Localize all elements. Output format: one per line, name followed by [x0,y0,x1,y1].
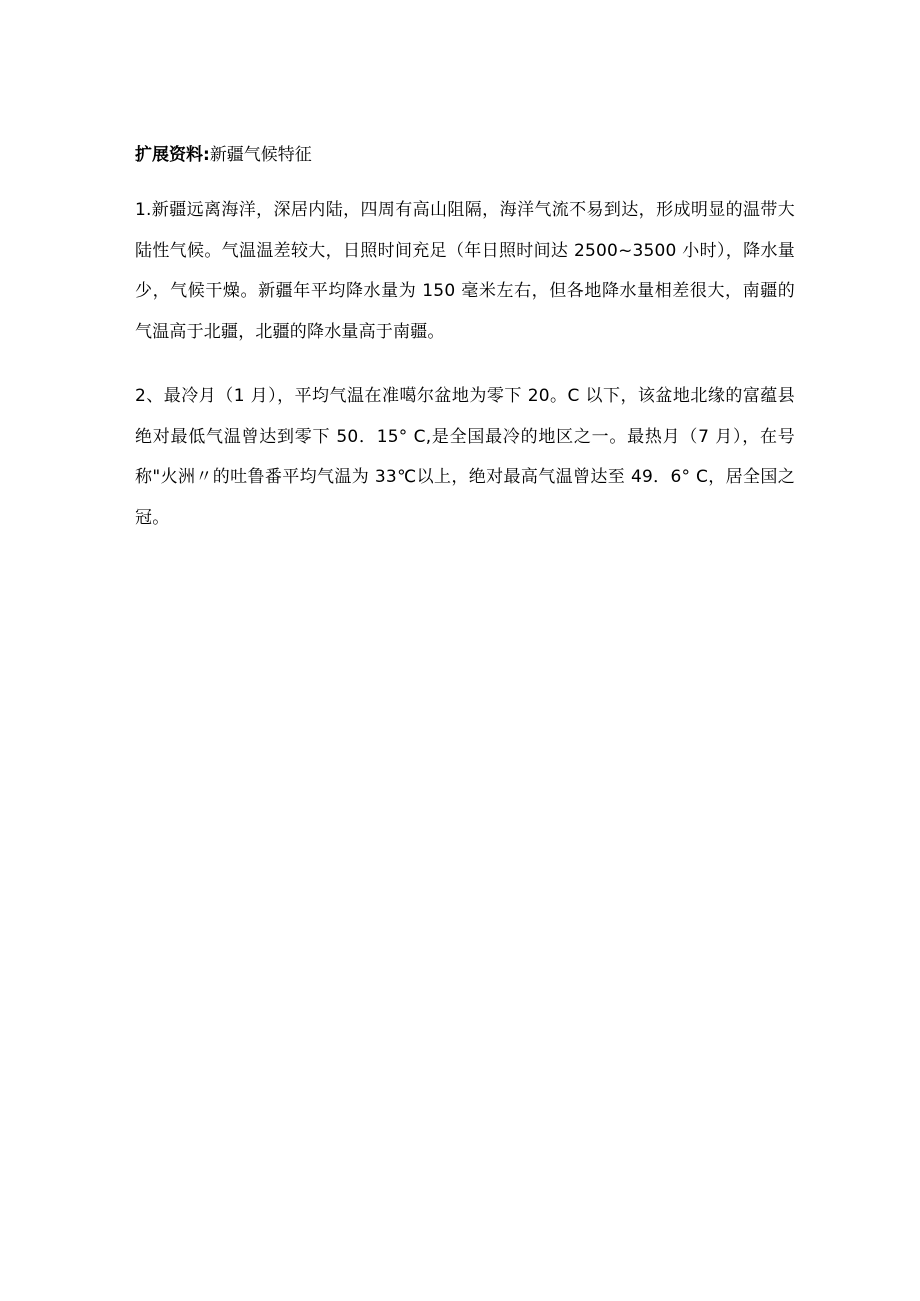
document-body [135,138,795,562]
document-heading [135,138,795,172]
paragraph-1: 1.新疆远离海洋，深居内陆，四周有高山阻隔，海洋气流不易到达，形成明显的温带大陆性气候。气温温差较大，日照时间充足（年日照时间达 2500~3500 小时），降水量少，气候干燥。新疆年平均降水量为 150 毫米左右，但各地降水量相差很大，南疆的气温高于北疆，北疆的降水量高于南疆。 [135,200,795,342]
heading-label: 扩展资料: [135,145,210,165]
heading-title: 新疆气候特征 [209,145,312,165]
paragraph-2: 2、最冷月（1 月），平均气温在准噶尔盆地为零下 20。C 以下，该盆地北缘的富蕴县绝对最低气温曾达到零下 50．15° C,是全国最冷的地区之一。最热月（7 月），在号称"火洲〃的吐鲁番平均气温为 33℃以上，绝对最高气温曾达至 49．6° C，居全国之冠。 [135,386,795,528]
